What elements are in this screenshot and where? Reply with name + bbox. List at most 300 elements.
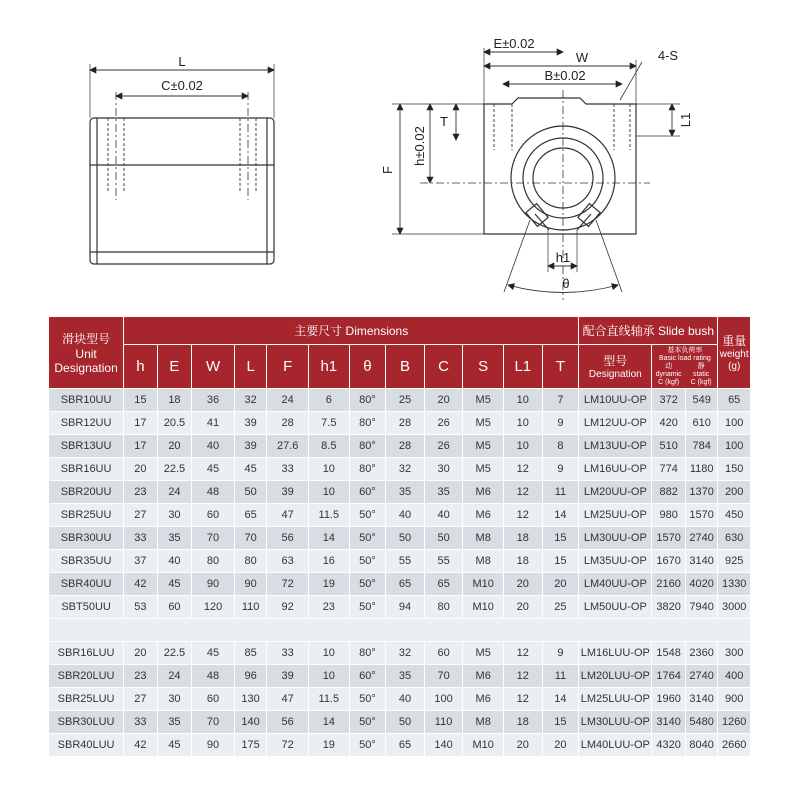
value-cell: 27.6 — [267, 435, 309, 458]
value-cell: 200 — [718, 481, 751, 504]
value-cell: 50 — [386, 527, 425, 550]
value-cell: 36 — [192, 389, 235, 412]
unit-designation-cell: SBR12UU — [49, 412, 124, 435]
bush-designation-cell: LM20LUU-OP — [579, 665, 652, 688]
value-cell: 10 — [309, 665, 350, 688]
value-cell: 8.5 — [309, 435, 350, 458]
value-cell: 56 — [267, 527, 309, 550]
value-cell: 60° — [349, 481, 386, 504]
value-cell: 41 — [192, 412, 235, 435]
col-C: C — [424, 345, 463, 389]
unit-designation-cell: SBR30UU — [49, 527, 124, 550]
value-cell: 70 — [234, 527, 267, 550]
bush-designation-cell: LM13UU-OP — [579, 435, 652, 458]
value-cell: 1370 — [685, 481, 718, 504]
value-cell: 3140 — [652, 711, 686, 734]
bush-designation-cell: LM25LUU-OP — [579, 688, 652, 711]
value-cell: 20 — [157, 435, 192, 458]
col-B: B — [386, 345, 425, 389]
label-4S: 4-S — [657, 48, 679, 63]
value-cell: 47 — [267, 504, 309, 527]
bush-designation-cell: LM30LUU-OP — [579, 711, 652, 734]
col-static-en: static — [692, 370, 710, 378]
value-cell: 60 — [424, 642, 463, 665]
value-cell: 300 — [718, 642, 751, 665]
value-cell: 32 — [386, 642, 425, 665]
value-cell: M6 — [463, 665, 504, 688]
bush-designation-cell: LM25UU-OP — [579, 504, 652, 527]
value-cell: 65 — [386, 734, 425, 757]
bush-designation-cell: LM16LUU-OP — [579, 642, 652, 665]
col-theta: θ — [349, 345, 386, 389]
value-cell: 39 — [267, 665, 309, 688]
value-cell: 4320 — [652, 734, 686, 757]
value-cell: 20 — [424, 389, 463, 412]
table-row — [49, 481, 751, 504]
value-cell: 65 — [718, 389, 751, 412]
col-model-cn: 型号 — [603, 354, 628, 368]
col-h1: h1 — [309, 345, 350, 389]
value-cell: 50 — [234, 481, 267, 504]
bush-designation-cell: LM50UU-OP — [579, 596, 652, 619]
table-row — [49, 389, 751, 412]
value-cell: 12 — [504, 481, 543, 504]
value-cell: 2360 — [685, 642, 718, 665]
value-cell: 30 — [157, 688, 192, 711]
value-cell: 10 — [309, 642, 350, 665]
bush-designation-cell: LM40UU-OP — [579, 573, 652, 596]
col-h: h — [124, 345, 158, 389]
value-cell: 56 — [267, 711, 309, 734]
value-cell: 925 — [718, 550, 751, 573]
dimensions-header: 主要尺寸 Dimensions — [124, 317, 579, 345]
value-cell: 12 — [504, 665, 543, 688]
col-static-cn: 静 — [697, 362, 705, 370]
value-cell: 80° — [349, 642, 386, 665]
value-cell: M6 — [463, 504, 504, 527]
value-cell: 53 — [124, 596, 158, 619]
value-cell: 39 — [234, 412, 267, 435]
value-cell: 900 — [718, 688, 751, 711]
unit-designation-cell: SBR20LUU — [49, 665, 124, 688]
table-row — [49, 642, 751, 665]
value-cell: 20.5 — [157, 412, 192, 435]
table-row — [49, 711, 751, 734]
value-cell: 33 — [124, 527, 158, 550]
value-cell: 60 — [157, 596, 192, 619]
table-row — [49, 734, 751, 757]
unit-designation-cell: SBR25UU — [49, 504, 124, 527]
value-cell: 60 — [192, 504, 235, 527]
value-cell: 27 — [124, 504, 158, 527]
value-cell: 610 — [685, 412, 718, 435]
value-cell: 10 — [309, 458, 350, 481]
value-cell: 35 — [424, 481, 463, 504]
value-cell: 20 — [504, 734, 543, 757]
unit-header-en2: Designation — [54, 361, 118, 375]
table-row — [49, 596, 751, 619]
value-cell: 9 — [542, 412, 579, 435]
value-cell: 12 — [504, 688, 543, 711]
value-cell: 85 — [234, 642, 267, 665]
value-cell: 1180 — [685, 458, 718, 481]
value-cell: 3140 — [685, 550, 718, 573]
value-cell: M5 — [463, 412, 504, 435]
value-cell: 27 — [124, 688, 158, 711]
value-cell: 33 — [267, 458, 309, 481]
value-cell: 50° — [349, 550, 386, 573]
value-cell: 33 — [267, 642, 309, 665]
value-cell: 16 — [309, 550, 350, 573]
value-cell: 20 — [542, 734, 579, 757]
value-cell: 42 — [124, 573, 158, 596]
unit-header — [49, 317, 124, 389]
value-cell: 24 — [157, 665, 192, 688]
value-cell: 15 — [542, 550, 579, 573]
value-cell: 92 — [267, 596, 309, 619]
value-cell: 28 — [386, 435, 425, 458]
bush-designation-cell: LM30UU-OP — [579, 527, 652, 550]
gap-cell — [49, 619, 751, 642]
value-cell: 10 — [504, 412, 543, 435]
value-cell: 4020 — [685, 573, 718, 596]
col-W: W — [192, 345, 235, 389]
value-cell: M6 — [463, 688, 504, 711]
value-cell: 3820 — [652, 596, 686, 619]
unit-designation-cell: SBR40LUU — [49, 734, 124, 757]
value-cell: 15 — [124, 389, 158, 412]
unit-designation-cell: SBT50UU — [49, 596, 124, 619]
value-cell: 19 — [309, 573, 350, 596]
value-cell: M8 — [463, 711, 504, 734]
label-L1: L1 — [678, 112, 693, 128]
table-row — [49, 527, 751, 550]
table-gap-row — [49, 619, 751, 642]
col-F: F — [267, 345, 309, 389]
value-cell: 12 — [504, 642, 543, 665]
col-S: S — [463, 345, 504, 389]
value-cell: 140 — [424, 734, 463, 757]
weight-header-unit: (g) — [728, 361, 741, 372]
value-cell: 40 — [386, 688, 425, 711]
value-cell: 120 — [192, 596, 235, 619]
col-static-unit: C (kgf) — [690, 378, 712, 386]
value-cell: 17 — [124, 412, 158, 435]
bush-designation-cell: LM35UU-OP — [579, 550, 652, 573]
label-h1: h1 — [555, 250, 571, 265]
col-dynamic-cn: 动 — [665, 362, 673, 370]
col-dynamic-unit: C (kgf) — [658, 378, 680, 386]
value-cell: 510 — [652, 435, 686, 458]
value-cell: 774 — [652, 458, 686, 481]
value-cell: 2160 — [652, 573, 686, 596]
value-cell: 40 — [424, 504, 463, 527]
value-cell: 40 — [192, 435, 235, 458]
col-model — [579, 345, 652, 389]
value-cell: 23 — [309, 596, 350, 619]
label-E: E±0.02 — [493, 36, 535, 51]
value-cell: 80 — [192, 550, 235, 573]
value-cell: 11 — [542, 665, 579, 688]
value-cell: 18 — [504, 711, 543, 734]
col-load-cn: 基本负荷率 — [667, 346, 703, 354]
bush-designation-cell: LM12UU-OP — [579, 412, 652, 435]
value-cell: 10 — [309, 481, 350, 504]
value-cell: 50° — [349, 734, 386, 757]
col-dynamic-en: dynamic — [655, 370, 682, 378]
value-cell: 90 — [192, 734, 235, 757]
value-cell: 65 — [234, 504, 267, 527]
value-cell: 35 — [386, 481, 425, 504]
value-cell: 20 — [124, 642, 158, 665]
value-cell: 11.5 — [309, 504, 350, 527]
value-cell: 1570 — [652, 527, 686, 550]
value-cell: 50° — [349, 573, 386, 596]
value-cell: 72 — [267, 734, 309, 757]
value-cell: 14 — [542, 504, 579, 527]
value-cell: M5 — [463, 389, 504, 412]
value-cell: 5480 — [685, 711, 718, 734]
value-cell: 45 — [157, 573, 192, 596]
value-cell: 420 — [652, 412, 686, 435]
col-load — [652, 345, 718, 389]
value-cell: 100 — [424, 688, 463, 711]
value-cell: 33 — [124, 711, 158, 734]
value-cell: 18 — [157, 389, 192, 412]
table-body — [49, 389, 751, 757]
value-cell: 18 — [504, 550, 543, 573]
value-cell: 18 — [504, 527, 543, 550]
value-cell: 24 — [157, 481, 192, 504]
value-cell: 25 — [542, 596, 579, 619]
value-cell: 12 — [504, 504, 543, 527]
value-cell: 20 — [504, 573, 543, 596]
value-cell: 80° — [349, 435, 386, 458]
value-cell: 40 — [157, 550, 192, 573]
value-cell: M10 — [463, 573, 504, 596]
value-cell: 1260 — [718, 711, 751, 734]
col-L1: L1 — [504, 345, 543, 389]
value-cell: 2660 — [718, 734, 751, 757]
value-cell: 48 — [192, 665, 235, 688]
unit-designation-cell: SBR10UU — [49, 389, 124, 412]
value-cell: 50° — [349, 711, 386, 734]
unit-header-en1: Unit — [75, 347, 97, 361]
value-cell: M5 — [463, 435, 504, 458]
table-row — [49, 550, 751, 573]
table-row — [49, 665, 751, 688]
side-view — [90, 64, 274, 264]
unit-designation-cell: SBR13UU — [49, 435, 124, 458]
value-cell: 55 — [386, 550, 425, 573]
weight-header — [718, 317, 751, 389]
value-cell: 47 — [267, 688, 309, 711]
bush-header: 配合直线轴承 Slide bush — [579, 317, 718, 345]
technical-drawings — [0, 0, 800, 310]
col-model-en: Designation — [588, 369, 642, 380]
value-cell: 39 — [267, 481, 309, 504]
unit-designation-cell: SBR20UU — [49, 481, 124, 504]
unit-designation-cell: SBR30LUU — [49, 711, 124, 734]
value-cell: 11.5 — [309, 688, 350, 711]
value-cell: 45 — [192, 458, 235, 481]
value-cell: 6 — [309, 389, 350, 412]
value-cell: 23 — [124, 665, 158, 688]
value-cell: 100 — [718, 412, 751, 435]
value-cell: 372 — [652, 389, 686, 412]
front-view — [392, 48, 680, 300]
value-cell: 90 — [192, 573, 235, 596]
value-cell: 110 — [424, 711, 463, 734]
unit-designation-cell: SBR16UU — [49, 458, 124, 481]
value-cell: 32 — [386, 458, 425, 481]
value-cell: 70 — [192, 711, 235, 734]
value-cell: 630 — [718, 527, 751, 550]
value-cell: 20 — [504, 596, 543, 619]
value-cell: 50° — [349, 596, 386, 619]
value-cell: 63 — [267, 550, 309, 573]
table-row — [49, 435, 751, 458]
label-C: C±0.02 — [161, 78, 203, 93]
value-cell: 9 — [542, 642, 579, 665]
table-row — [49, 573, 751, 596]
value-cell: 94 — [386, 596, 425, 619]
weight-header-cn: 重量 — [722, 334, 747, 348]
value-cell: 50° — [349, 527, 386, 550]
value-cell: 110 — [234, 596, 267, 619]
bush-designation-cell: LM40LUU-OP — [579, 734, 652, 757]
value-cell: 60 — [192, 688, 235, 711]
col-T: T — [542, 345, 579, 389]
value-cell: 10 — [504, 435, 543, 458]
value-cell: 14 — [542, 688, 579, 711]
bush-designation-cell: LM16UU-OP — [579, 458, 652, 481]
value-cell: 90 — [234, 573, 267, 596]
value-cell: 2740 — [685, 527, 718, 550]
value-cell: 9 — [542, 458, 579, 481]
weight-header-en: weight — [719, 349, 749, 360]
value-cell: 3140 — [685, 688, 718, 711]
value-cell: 12 — [504, 458, 543, 481]
value-cell: 48 — [192, 481, 235, 504]
value-cell: 22.5 — [157, 458, 192, 481]
unit-designation-cell: SBR25LUU — [49, 688, 124, 711]
value-cell: 1670 — [652, 550, 686, 573]
value-cell: 14 — [309, 711, 350, 734]
value-cell: 35 — [157, 527, 192, 550]
label-W: W — [575, 50, 589, 65]
value-cell: 26 — [424, 412, 463, 435]
value-cell: 400 — [718, 665, 751, 688]
value-cell: 45 — [234, 458, 267, 481]
value-cell: 55 — [424, 550, 463, 573]
value-cell: 130 — [234, 688, 267, 711]
value-cell: 50° — [349, 504, 386, 527]
unit-designation-cell: SBR40UU — [49, 573, 124, 596]
table-row — [49, 458, 751, 481]
value-cell: 15 — [542, 711, 579, 734]
value-cell: 40 — [386, 504, 425, 527]
value-cell: 549 — [685, 389, 718, 412]
table-row — [49, 412, 751, 435]
table-row — [49, 504, 751, 527]
value-cell: 80 — [424, 596, 463, 619]
value-cell: 80° — [349, 458, 386, 481]
table-row — [49, 688, 751, 711]
value-cell: 50 — [386, 711, 425, 734]
value-cell: 24 — [267, 389, 309, 412]
value-cell: M5 — [463, 642, 504, 665]
value-cell: M10 — [463, 596, 504, 619]
value-cell: 1548 — [652, 642, 686, 665]
value-cell: 70 — [192, 527, 235, 550]
bush-designation-cell: LM10UU-OP — [579, 389, 652, 412]
label-T: T — [440, 114, 448, 129]
label-L: L — [178, 54, 186, 69]
value-cell: 28 — [386, 412, 425, 435]
value-cell: 25 — [386, 389, 425, 412]
value-cell: 7.5 — [309, 412, 350, 435]
value-cell: 50° — [349, 688, 386, 711]
value-cell: 65 — [424, 573, 463, 596]
label-theta: θ — [562, 276, 570, 291]
value-cell: 2740 — [685, 665, 718, 688]
value-cell: 17 — [124, 435, 158, 458]
value-cell: 45 — [192, 642, 235, 665]
value-cell: 100 — [718, 435, 751, 458]
value-cell: 7 — [542, 389, 579, 412]
value-cell: 10 — [504, 389, 543, 412]
unit-header-cn: 滑块型号 — [62, 332, 111, 346]
label-h: h±0.02 — [412, 126, 427, 166]
value-cell: 980 — [652, 504, 686, 527]
value-cell: 72 — [267, 573, 309, 596]
value-cell: 37 — [124, 550, 158, 573]
value-cell: 20 — [542, 573, 579, 596]
value-cell: 42 — [124, 734, 158, 757]
label-B: B±0.02 — [544, 68, 586, 83]
value-cell: 175 — [234, 734, 267, 757]
col-L: L — [234, 345, 267, 389]
value-cell: 1960 — [652, 688, 686, 711]
value-cell: 70 — [424, 665, 463, 688]
value-cell: 80° — [349, 389, 386, 412]
value-cell: 14 — [309, 527, 350, 550]
value-cell: 28 — [267, 412, 309, 435]
value-cell: 140 — [234, 711, 267, 734]
spec-table — [48, 316, 751, 757]
value-cell: M8 — [463, 527, 504, 550]
value-cell: 15 — [542, 527, 579, 550]
value-cell: 22.5 — [157, 642, 192, 665]
value-cell: 80° — [349, 412, 386, 435]
value-cell: 80 — [234, 550, 267, 573]
value-cell: M6 — [463, 481, 504, 504]
value-cell: 35 — [157, 711, 192, 734]
value-cell: 8040 — [685, 734, 718, 757]
value-cell: 3000 — [718, 596, 751, 619]
value-cell: 450 — [718, 504, 751, 527]
value-cell: 23 — [124, 481, 158, 504]
value-cell: M5 — [463, 458, 504, 481]
value-cell: 20 — [124, 458, 158, 481]
value-cell: 8 — [542, 435, 579, 458]
value-cell: M10 — [463, 734, 504, 757]
value-cell: 30 — [424, 458, 463, 481]
value-cell: 65 — [386, 573, 425, 596]
col-E: E — [157, 345, 192, 389]
label-F: F — [380, 166, 395, 174]
